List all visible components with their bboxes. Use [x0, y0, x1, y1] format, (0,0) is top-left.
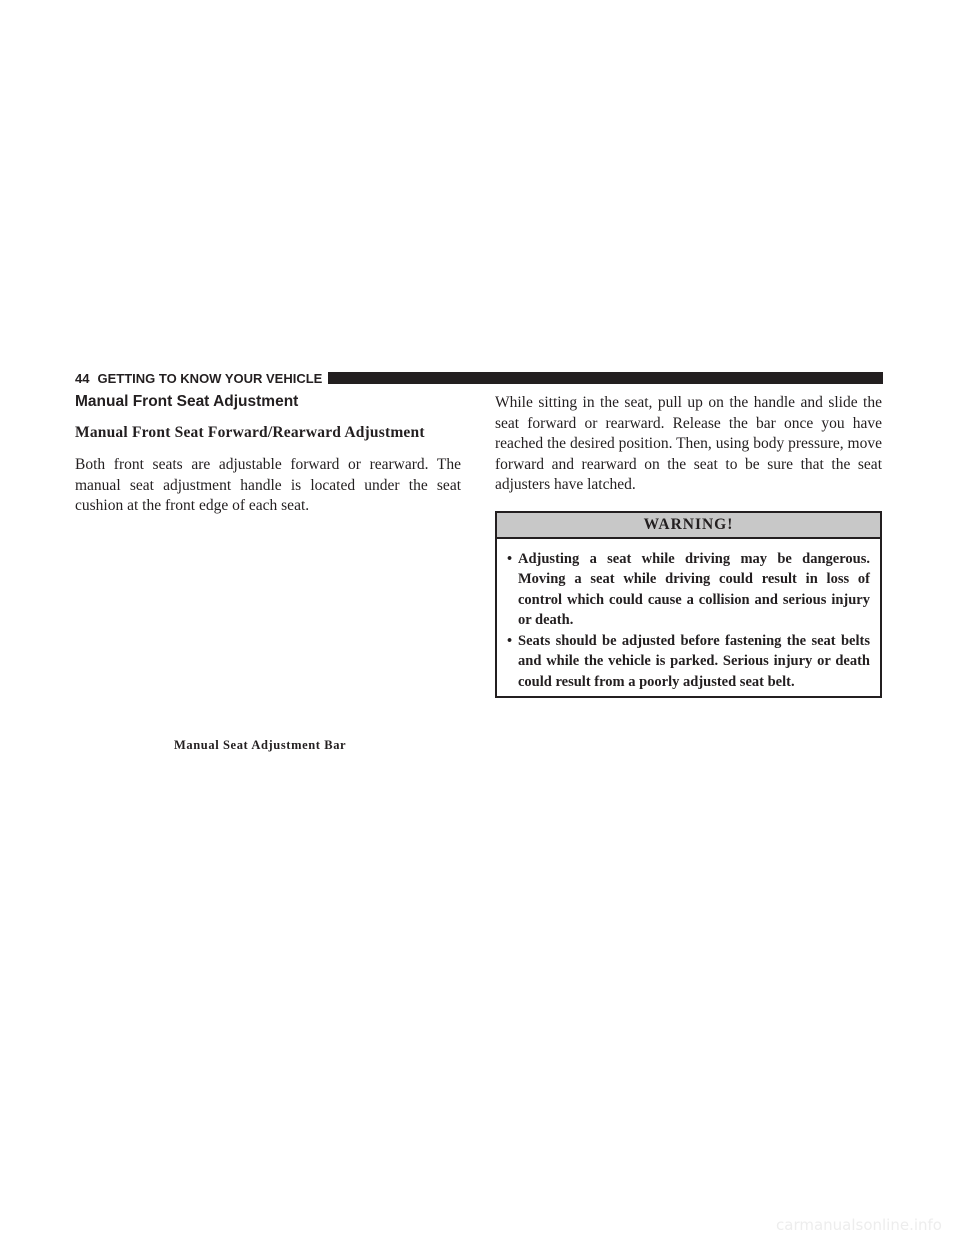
page-number: 44 — [75, 370, 90, 386]
bullet-icon: • — [507, 632, 513, 649]
right-column — [495, 393, 882, 698]
warning-item — [507, 631, 870, 693]
warning-box — [495, 511, 882, 699]
section-title: GETTING TO KNOW YOUR VEHICLE — [97, 370, 323, 386]
page-header — [75, 370, 883, 386]
intro-paragraph: Both front seats are adjustable forward or rearward. The manual seat adjustment handle is located under the seat cushion at the front edge of each seat. — [75, 456, 461, 514]
section-heading: Manual Front Seat Adjustment — [75, 393, 299, 410]
left-column — [75, 393, 461, 517]
watermark: carmanualsonline.info — [776, 1216, 942, 1234]
warning-title: WARNING! — [497, 513, 880, 539]
instructions-paragraph: While sitting in the seat, pull up on the handle and slide the seat forward or rearward. Release the bar once you have reached the desired position. Then, using body pressure, move forward and rearward on the seat to be sure that the seat adjusters have latched. — [495, 394, 882, 493]
figure-caption: Manual Seat Adjustment Bar — [174, 738, 347, 752]
bullet-icon: • — [507, 550, 513, 567]
header-rule — [328, 372, 883, 384]
warning-item — [507, 549, 870, 631]
warning-list — [497, 539, 880, 697]
warning-text: Adjusting a seat while driving may be dangerous. Moving a seat while driving could result in loss of control which could cause a collision and serious injury or death. — [518, 550, 870, 628]
subsection-heading: Manual Front Seat Forward/Rearward Adjustment — [75, 424, 425, 441]
warning-text: Seats should be adjusted before fastening the seat belts and while the vehicle is parked. Serious injury or death could result from a poorly adjusted seat belt. — [518, 632, 870, 690]
